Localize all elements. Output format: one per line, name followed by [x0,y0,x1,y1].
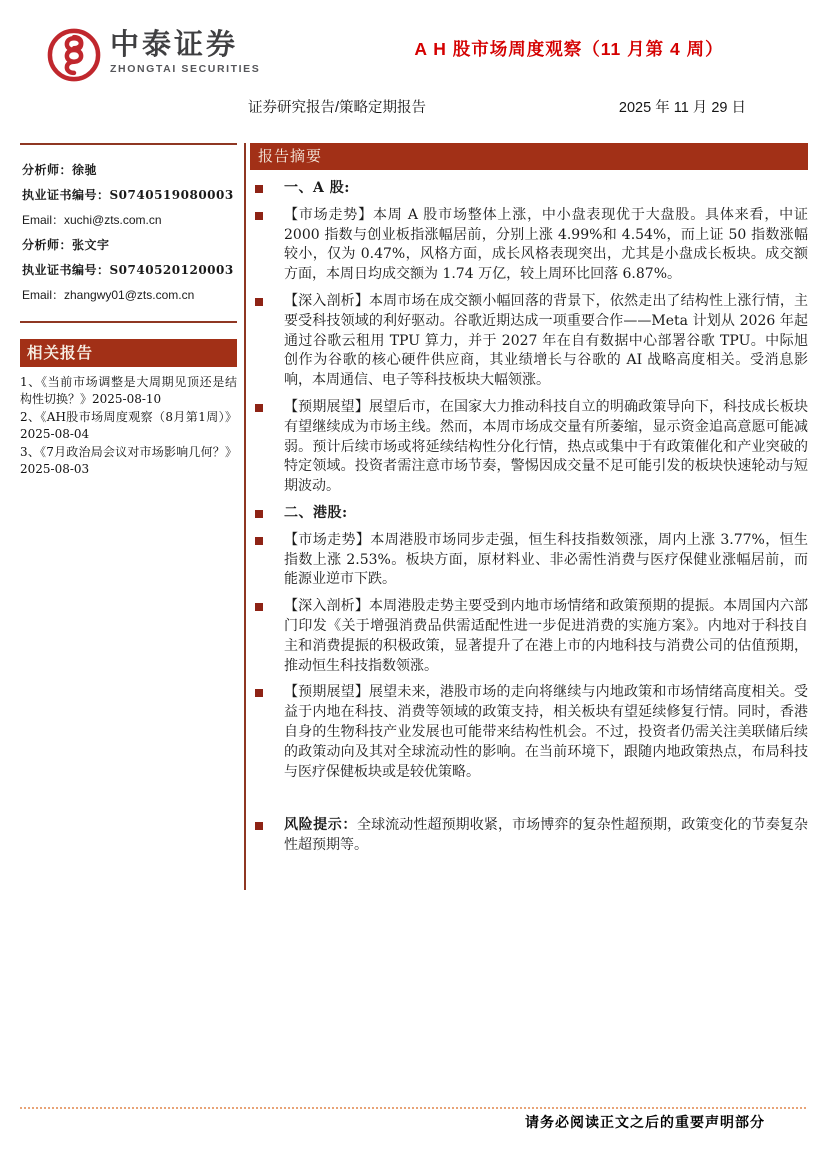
bullet-square-icon [255,510,263,518]
summary-item [250,206,808,285]
report-meta-row [248,96,806,117]
brand-name-en: ZHONGTAI SECURITIES [110,63,261,75]
report-type: 证券研究报告/策略定期报告 [248,100,427,116]
analyst-cert: 执业证书编号：S0740520120003 [22,263,234,277]
related-report-link: 2、《AH股市场周度观察（8月第1周）》2025-08-04 [20,410,237,441]
bullet-square-icon [255,822,263,830]
analyst-block [20,143,237,323]
zhongtai-logo-icon [46,27,102,83]
brand-name-cn: 中泰证券 [110,29,239,61]
analyst-name: 分析师：徐驰 [22,163,98,177]
report-title: A H 股市场周度观察（11 月第 4 周） [414,39,724,59]
bullet-square-icon [255,689,263,697]
sidebar [20,143,237,479]
analyst-email: Email：xuchi@zts.com.cn [22,213,162,227]
related-reports-list [20,374,237,477]
summary-item [250,597,808,676]
summary-header: 报告摘要 [250,143,808,170]
analyst-name: 分析师：张文宇 [22,238,110,252]
summary-paragraph: 【市场走势】本周 A 股市场整体上涨，中小盘表现优于大盘股。具体来看，中证 2000 指数与创业板指涨幅居前，分别上涨 4.99%和 4.54%，而上证 50 指数涨幅较小，仅为 0.47%，风格方面，成长风格表现突出，尤其是小盘成长板块。成交额方面，本周日均成交额为 1.74 万亿，较上周环比回落 6.87%。 [284,206,808,283]
summary-item-risk [250,816,808,856]
related-report-link: 3、《7月政治局会议对市场影响几何？》2025-08-03 [20,445,237,476]
summary-items [250,179,808,856]
summary-item [250,179,808,199]
summary-item [250,292,808,391]
report-date: 2025 年 11 月 29 日 [618,100,746,116]
section-heading: 二、港股: [284,504,348,521]
bullet-square-icon [255,212,263,220]
summary-paragraph: 【深入剖析】本周市场在成交额小幅回落的背景下，依然走出了结构性上涨行情，主要受科技领域的利好驱动。谷歌近期达成一项重要合作——Meta 计划从 2026 年起通过谷歌云租用 TPU 算力，并于 2027 年在自有数据中心部署谷歌 TPU。中际旭创作为谷歌的核心硬件供应商，其业绩增长与谷歌的 AI 战略高度相关。受消息影响，本周通信、电子等科技板块大幅领涨。 [284,292,808,389]
analyst-email: Email：zhangwy01@zts.com.cn [22,288,195,302]
summary-paragraph: 【市场走势】本周港股市场同步走强，恒生科技指数领涨，周内上涨 3.77%，恒生指数上涨 2.53%。板块方面，原材料业、非必需性消费与医疗保健业涨幅居前，而能源业逆市下跌。 [284,531,808,588]
bullet-square-icon [255,404,263,412]
summary-item [250,683,808,782]
bullet-square-icon [255,185,263,193]
summary-paragraph: 【预期展望】展望未来，港股市场的走向将继续与内地政策和市场情绪高度相关。受益于内地在科技、消费等领域的政策支持，相关板块有望延续修复行情。同时，香港自身的生物科技产业发展也可能带来结构性机会。不过，投资者仍需关注美联储后续的政策动向及其对全球流动性的影响。在当前环境下，跟随内地政策热点，布局科技与医疗保健板块或是较优策略。 [284,684,808,780]
related-report-link: 1、《当前市场调整是大周期见顶还是结构性切换？》2025-08-10 [20,375,237,406]
analyst-cert: 执业证书编号：S0740519080003 [22,188,234,202]
summary-item [250,531,808,590]
column-divider [244,143,246,890]
summary-section [250,143,808,863]
footer-disclaimer: 请务必阅读正文之后的重要声明部分 [525,1115,765,1131]
bullet-square-icon [255,537,263,545]
summary-item [250,504,808,524]
bullet-square-icon [255,603,263,611]
summary-item [250,398,808,497]
related-reports-header: 相关报告 [20,339,237,367]
brand-logo [46,27,260,83]
footer-divider [20,1107,806,1109]
risk-note: 风险提示：全球流动性超预期收紧，市场博弈的复杂性超预期，政策变化的节奏复杂性超预期等。 [284,817,809,854]
summary-paragraph: 【预期展望】展望后市，在国家大力推动科技自立的明确政策导向下，科技成长板块有望继续成为市场主线。然而，本周市场成交量有所萎缩，显示资金追高意愿可能减弱。预计后续市场或将延续结构性分化行情，热点或集中于有政策催化和产业突破的特定领域。投资者需注意市场节奏，警惕因成交量不足可能引发的板块快速轮动与短期波动。 [284,398,808,495]
summary-paragraph: 【深入剖析】本周港股走势主要受到内地市场情绪和政策预期的提振。本周国内六部门印发《关于增强消费品供需适配性进一步促进消费的实施方案》。内地对于科技自主和消费提振的积极政策，显著提升了在港上市的内地科技与消费公司的估值预期，推动恒生科技指数领涨。 [284,598,808,674]
bullet-square-icon [255,298,263,306]
section-heading: 一、A 股: [284,180,350,196]
